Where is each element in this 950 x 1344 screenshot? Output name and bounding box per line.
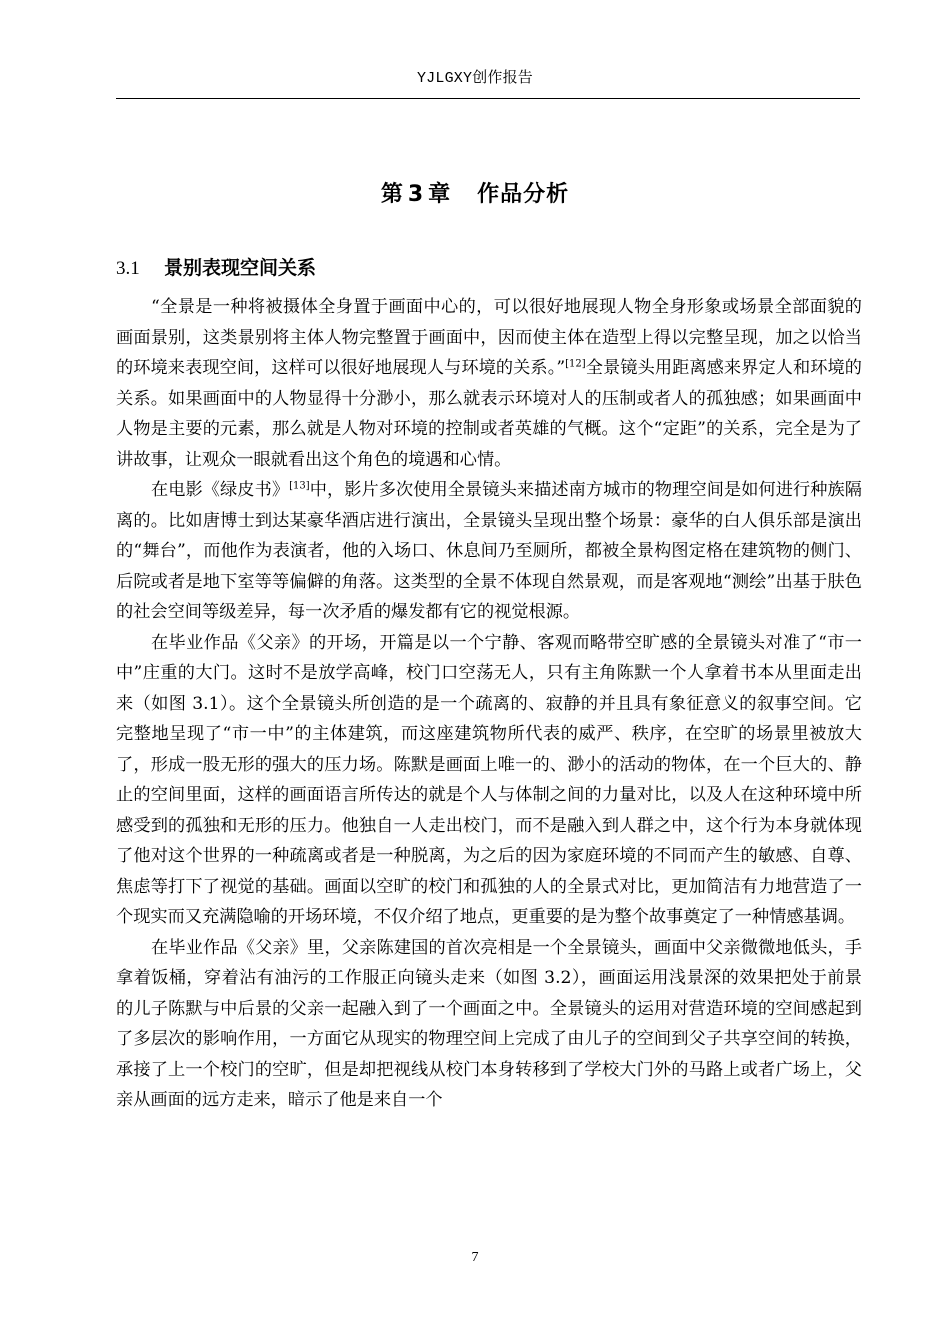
- header-rule: [116, 98, 860, 99]
- chapter-number: 3: [407, 182, 425, 207]
- section-name: 景别表现空间关系: [164, 257, 317, 279]
- chapter-suffix: 章: [428, 182, 452, 207]
- chapter-name: 作品分析: [477, 182, 570, 207]
- paragraph-text: 在电影《绿皮书》: [151, 480, 290, 500]
- page-number: 7: [471, 1250, 479, 1265]
- paragraph: [116, 933, 862, 1116]
- chapter-title: [0, 177, 950, 208]
- paragraph-text: 在毕业作品《父亲》里，父亲陈建国的首次亮相是一个全景镜头，画面中父亲微微地低头，手拿着饭桶，穿着沾有油污的工作服正向镜头走来（如图 3.2），画面运用浅景深的效果把处于前景的儿子陈默与中后景的父亲一起融入到了一个画面之中。全景镜头的运用对营造环境的空间感起到了多层次的影响作用，一方面它从现实的物理空间上完成了由儿子的空间到父子共享空间的转换，承接了上一个校门的空旷，但是却把视线从校门本身转移到了学校大门外的马路上或者广场上，父亲从画面的远方走来，暗示了他是来自一个: [116, 937, 862, 1110]
- section-number: 3.1: [116, 258, 140, 279]
- chapter-prefix: 第: [380, 182, 404, 207]
- paragraph: [116, 475, 862, 628]
- paragraph-text: 全景镜头用距离感来界定人和环境的关系。如果画面中的人物显得十分渺小，那么就表示环境对人的压制或者人的孤独感；如果画面中人物是主要的元素，那么就是人物对环境的控制或者英雄的气概。这个“定距”的关系，完全是为了讲故事，让观众一眼就看出这个角色的境遇和心情。: [116, 358, 862, 470]
- paragraph: [116, 292, 862, 475]
- paragraph: [116, 628, 862, 933]
- citation-marker: [13]: [289, 480, 310, 492]
- section-heading: [116, 253, 316, 280]
- paragraph-text: 在毕业作品《父亲》的开场，开篇是以一个宁静、客观而略带空旷感的全景镜头对准了“市一中”庄重的大门。这时不是放学高峰，校门口空荡无人，只有主角陈默一个人拿着书本从里面走出来（如图 3.1）。这个全景镜头所创造的是一个疏离的、寂静的并且具有象征意义的叙事空间。它完整地呈现了“市一中”的主体建筑，而这座建筑物所代表的威严、秩序，在空旷的场景里被放大了，形成一股无形的强大的压力场。陈默是画面上唯一的、渺小的活动的物体，在一个巨大的、静止的空间里面，这样的画面语言所传达的就是个人与体制之间的力量对比，以及人在这种环境中所感受到的孤独和无形的压力。他独自一人走出校门，而不是融入到人群之中，这个行为本身就体现了他对这个世界的一种疏离或者是一种脱离，为之后的因为家庭环境的不同而产生的敏感、自尊、焦虑等打下了视觉的基础。画面以空旷的校门和孤独的人的全景式对比，更加简洁有力地营造了一个现实而又充满隐喻的开场环境，不仅介绍了地点，更重要的是为整个故事奠定了一种情感基调。: [116, 632, 862, 927]
- paragraph-text: “全景是一种将被摄体全身置于画面中心的，可以很好地展现人物全身形象或场景全部面貌的画面景别，这类景别将主体人物完整置于画面中，因而使主体在造型上得以完整呈现，加之以恰当的环境来表现空间，这样可以很好地展现人与环境的关系。”: [116, 297, 862, 378]
- body-text: [116, 292, 862, 1116]
- paragraph-text: 中，影片多次使用全景镜头来描述南方城市的物理空间是如何进行种族隔离的。比如唐博士到达某豪华酒店进行演出，全景镜头呈现出整个场景：豪华的白人俱乐部是演出的“舞台”，而他作为表演者，他的入场口、休息间乃至厕所，都被全景构图定格在建筑物的侧门、后院或者是地下室等等偏僻的角落。这类型的全景不体现自然景观，而是客观地“测绘”出基于肤色的社会空间等级差异，每一次矛盾的爆发都有它的视觉根源。: [116, 480, 862, 622]
- citation-marker: [12]: [565, 358, 586, 370]
- page-header: YJLGXY创作报告: [416, 70, 533, 87]
